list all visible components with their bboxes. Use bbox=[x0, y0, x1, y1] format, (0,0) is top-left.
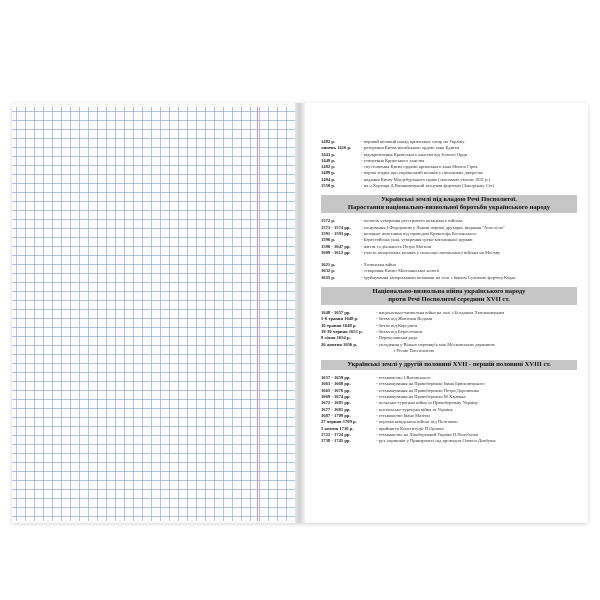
timeline-entry: 1494 р. - надання Києву Магдебурзького права (скасовано указом 1831 р.) bbox=[321, 176, 491, 182]
right-page bbox=[305, 103, 588, 523]
timeline-entry: 1632 р. - створення Києво-Могилянської колегії bbox=[321, 268, 440, 274]
section-heading: Національно-визвольна війна українського народу проти Речі Посполитої середини XVII ст. bbox=[321, 287, 577, 305]
left-page-grid bbox=[12, 107, 295, 521]
timeline-entry: 8 січня 1654 р. - Переяславська рада bbox=[321, 335, 418, 341]
timeline-entry: 1648 - 1657 рр. - національно-визвольна війна на чолі з Богданом Хмельницьким bbox=[321, 310, 505, 316]
section-heading: Українські землі у другій половині XVII - першій половині XVIII ст. bbox=[321, 360, 577, 370]
timeline-entry: 1621 р. - Хотинська війна bbox=[321, 262, 396, 268]
timeline-entry: 1449 р. - утворення Кримського ханства bbox=[321, 157, 425, 163]
timeline-entry: 1663 - 1668 рр. - гетьманування на Правобережжі Івана Брюховецького bbox=[321, 381, 485, 387]
section-1-entries bbox=[321, 139, 577, 189]
timeline-entry: 1596 р. - Берестейська унія, утворення греко-католицької церкви bbox=[321, 237, 473, 243]
section-4-entries bbox=[321, 375, 577, 444]
section-heading: Українські землі під владою Речі Посполитої. Наростання національно-визвольної боротьби українського народу bbox=[321, 195, 577, 213]
timeline-entry: 1482 р. - спустошення Києва ордами кримського хана Менглі Гірея bbox=[321, 164, 478, 170]
timeline-entry: 1596 - 1647 рр. - життя та діяльність Петра Могили bbox=[321, 243, 432, 249]
timeline-entry: 18-30 червня 1651 р. - битва під Берестечком bbox=[321, 328, 423, 334]
notebook-spine bbox=[295, 103, 305, 523]
timeline-entry: 27 червня 1709 р. - поразка шведських військ під Полтавою bbox=[321, 419, 458, 425]
timeline-entry: 1609 - 1612 рр. - участь запорізьких козаків у польсько-литовського війська на Москву bbox=[321, 249, 501, 255]
section-3-entries bbox=[321, 310, 577, 354]
timeline-entry: 1482 р. - перший великий напад кримських татар на Україну bbox=[321, 139, 465, 144]
timeline-entry: 1677 - 1681 рр. - московсько-турецька війна за Україну bbox=[321, 406, 453, 412]
timeline-entry: 5 квітня 1710 р. - прийняття Конституції П.Орлика bbox=[321, 425, 444, 431]
section-2-entries bbox=[321, 218, 577, 281]
timeline-entry: 26 жовтня 1656 р. - укладення у Вільно перемир'я між Московською державою bbox=[321, 341, 495, 347]
timeline-entry: липень 1416 р. - розорення Києва ногайською ордою хана Едигея bbox=[321, 145, 460, 151]
timeline-entry: 1591 - 1593 рр. - козацьке повстання під проводом Криштофа Косинського bbox=[321, 230, 477, 236]
timeline-entry: 1669 - 1674 рр. - гетьманування на Правобережжі М.Ханенка bbox=[321, 394, 466, 400]
timeline-entry: 1550 р. - на о.Хортиця Д.Вишневецький заснував фортецю (Запорізьку Січ) bbox=[321, 183, 494, 189]
timeline-entry: 5-6 травня 1648 р. - битва під Жовтими Водами bbox=[321, 316, 433, 322]
timeline-entry: 1489 р. - перша згадка про український козаків у письмових джерелах bbox=[321, 170, 484, 176]
timeline-entry: 1573 - 1574 рр. - заснування І.Федоровим у Львові першої друкарні, видання "Апостола" bbox=[321, 224, 505, 230]
timeline-entry: 1672 - 1681 рр. - польсько-турецька війна за Правобережну Україну bbox=[321, 400, 479, 406]
timeline-entry: 1572 р. - початок утворення реєстрового козацького війська bbox=[321, 218, 463, 224]
open-notebook bbox=[12, 103, 588, 523]
timeline-entry: і Річчю Посполитою bbox=[394, 347, 435, 353]
timeline-entry: 1657 - 1659 рр. - гетьманство І.Виговського bbox=[321, 375, 431, 381]
timeline-entry: 1635 р. - зруйнування запорізькими козаками на чолі з Іваном Сулимою фортеці Кодак bbox=[321, 274, 516, 280]
margin-line bbox=[257, 107, 258, 521]
timeline-entry: 1443 р. - відокремлення Кримського ханства від Золотої Орди bbox=[321, 151, 468, 157]
timeline-entry: 1687 - 1709 рр. - гетьманство Івана Мазепи bbox=[321, 412, 430, 418]
history-timeline bbox=[321, 139, 577, 444]
timeline-entry: 1665 - 1676 рр. - гетьманування на Правобережжі Петра Дорошенка bbox=[321, 387, 479, 393]
timeline-entry: 16 травня 1648 р. - битва під Корсунем bbox=[321, 322, 418, 328]
timeline-entry: 1738 - 1745 рр. - рух опришків у Прикарпатті під проводом Олекси Довбуша bbox=[321, 438, 496, 444]
timeline-entry: 1722 - 1724 рр. - гетьманство на Лівобережній Україні П.Полуботка bbox=[321, 431, 479, 437]
